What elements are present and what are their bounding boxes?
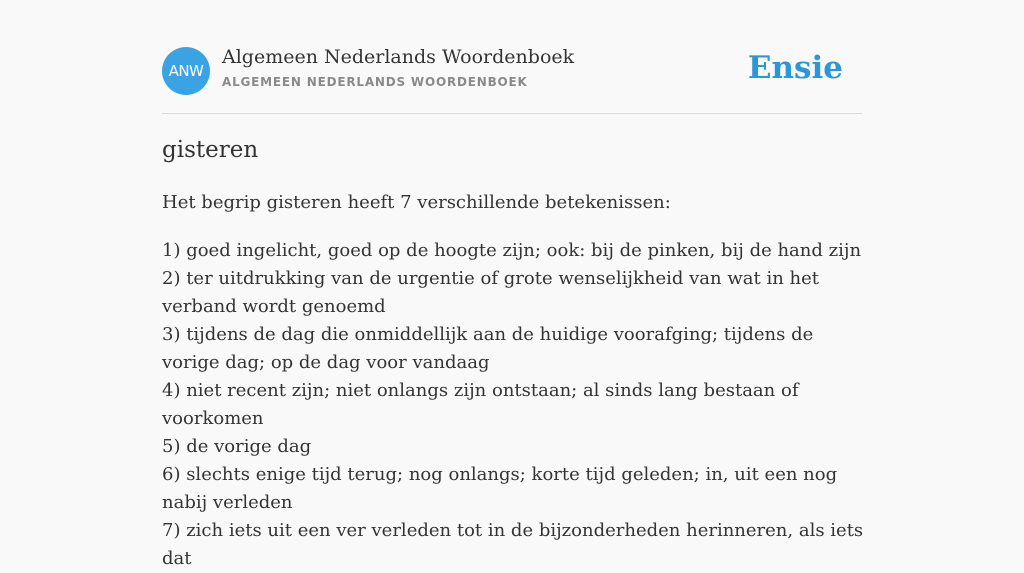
meaning-item: 7) zich iets uit een ver verleden tot in de bijzonderheden herinneren, als iets dat (162, 520, 864, 569)
site-subtitle: ALGEMEEN NEDERLANDS WOORDENBOEK (222, 75, 528, 89)
meanings-list (162, 237, 867, 573)
meaning-item: 5) de vorige dag (162, 436, 312, 457)
main-content (162, 0, 864, 569)
anw-logo[interactable]: ANW (162, 47, 210, 95)
entry-title: gisteren (162, 137, 259, 163)
entry-intro: Het begrip gisteren heeft 7 verschillende betekenissen: (162, 192, 671, 213)
site-header (162, 0, 862, 114)
meaning-item: 4) niet recent zijn; niet onlangs zijn ontstaan; al sinds lang bestaan of voorkomen (162, 380, 799, 429)
meaning-item: 3) tijdens de dag die onmiddellijk aan de huidige voorafging; tijdens de vorige dag; op de dag voor vandaag (162, 324, 814, 373)
ensie-logo-link[interactable]: Ensie (747, 50, 843, 86)
site-title[interactable]: Algemeen Nederlands Woordenboek (222, 46, 575, 68)
meaning-item: 1) goed ingelicht, goed op de hoogte zijn; ook: bij de pinken, bij de hand zijn (162, 240, 862, 261)
meaning-item: 6) slechts enige tijd terug; nog onlangs; korte tijd geleden; in, uit een nog nabij verleden (162, 464, 838, 513)
meaning-item: 2) ter uitdrukking van de urgentie of grote wenselijkheid van wat in het verband wordt genoemd (162, 268, 819, 317)
